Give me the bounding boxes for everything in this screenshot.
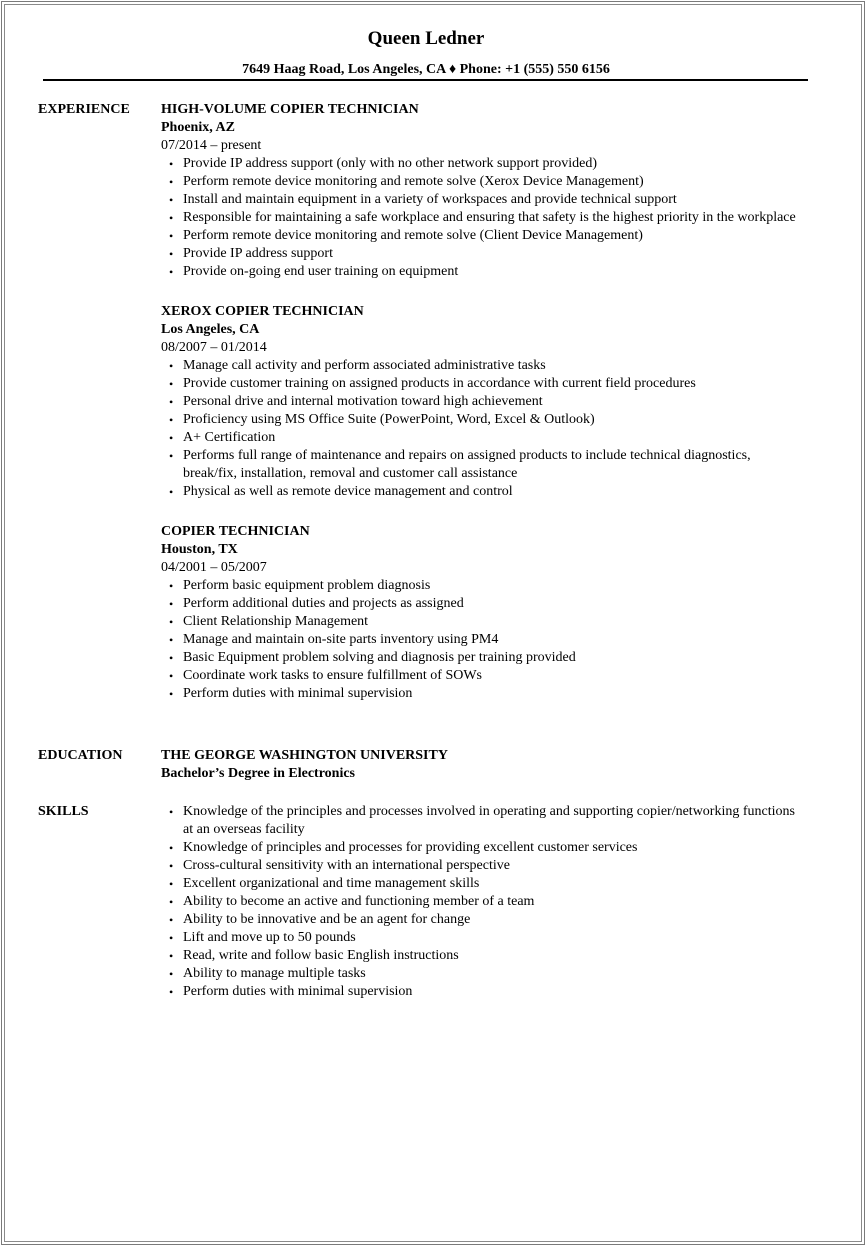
bullet-item	[161, 191, 801, 209]
bullet-item	[161, 357, 801, 375]
job-dates: 07/2014 – present	[161, 138, 262, 153]
bullet-item	[161, 173, 801, 191]
bullet-text: Personal drive and internal motivation toward high achievement	[183, 394, 543, 409]
bullet-text: Perform remote device monitoring and remote solve (Xerox Device Management)	[183, 174, 644, 189]
bullet-item	[161, 911, 801, 929]
bullet-text: Proficiency using MS Office Suite (PowerPoint, Word, Excel & Outlook)	[183, 412, 595, 427]
education-school: THE GEORGE WASHINGTON UNIVERSITY	[161, 748, 448, 763]
bullet-icon: •	[169, 615, 174, 629]
bullet-item	[161, 631, 801, 649]
bullet-text: Perform basic equipment problem diagnosis	[183, 578, 431, 593]
education-body	[161, 747, 801, 783]
bullet-icon: •	[169, 805, 174, 819]
bullet-text: Ability to manage multiple tasks	[183, 966, 366, 981]
bullet-item	[161, 447, 801, 483]
bullet-text: Provide IP address support (only with no other network support provided)	[183, 156, 597, 171]
bullet-text: Manage call activity and perform associated administrative tasks	[183, 358, 546, 373]
bullet-icon: •	[169, 877, 174, 891]
bullet-text: Knowledge of the principles and processes involved in operating and supporting copier/networking functions at an overseas facility	[183, 804, 795, 837]
bullet-item	[161, 857, 801, 875]
bullet-icon: •	[169, 157, 174, 171]
bullet-text: Install and maintain equipment in a variety of workspaces and provide technical support	[183, 192, 677, 207]
bullet-icon: •	[169, 413, 174, 427]
bullet-icon: •	[169, 949, 174, 963]
bullet-text: Lift and move up to 50 pounds	[183, 930, 356, 945]
bullet-item	[161, 263, 801, 281]
bullet-icon: •	[169, 359, 174, 373]
bullet-item	[161, 965, 801, 983]
job-location: Los Angeles, CA	[161, 322, 260, 337]
bullet-icon: •	[169, 265, 174, 279]
bullet-icon: •	[169, 633, 174, 647]
bullet-item	[161, 209, 801, 227]
bullet-text: Perform duties with minimal supervision	[183, 686, 413, 701]
job-entry	[161, 101, 801, 281]
skills-bullets	[161, 803, 801, 1001]
bullet-item	[161, 667, 801, 685]
header-divider	[43, 79, 808, 81]
job-bullets	[161, 357, 801, 501]
bullet-text: Provide IP address support	[183, 246, 333, 261]
bullet-item	[161, 893, 801, 911]
bullet-text: Ability to become an active and functioning member of a team	[183, 894, 535, 909]
contact-line: 7649 Haag Road, Los Angeles, CA ♦ Phone: +1 (555) 550 6156	[242, 62, 610, 77]
bullet-item	[161, 685, 801, 703]
job-title: COPIER TECHNICIAN	[161, 524, 310, 539]
bullet-text: Perform additional duties and projects as assigned	[183, 596, 464, 611]
job-entry	[161, 303, 801, 501]
bullet-item	[161, 803, 801, 839]
bullet-text: Responsible for maintaining a safe workplace and ensuring that safety is the highest priority in the workplace	[183, 210, 796, 225]
bullet-item	[161, 875, 801, 893]
bullet-item	[161, 155, 801, 173]
bullet-icon: •	[169, 395, 174, 409]
bullet-item	[161, 839, 801, 857]
bullet-text: Manage and maintain on-site parts inventory using PM4	[183, 632, 499, 647]
bullet-icon: •	[169, 175, 174, 189]
bullet-text: A+ Certification	[183, 430, 276, 445]
bullet-item	[161, 613, 801, 631]
bullet-icon: •	[169, 597, 174, 611]
bullet-text: Knowledge of principles and processes for providing excellent customer services	[183, 840, 638, 855]
job-location: Phoenix, AZ	[161, 120, 235, 135]
bullet-icon: •	[169, 687, 174, 701]
candidate-name: Queen Ledner	[367, 28, 485, 49]
bullet-item	[161, 393, 801, 411]
experience-body	[161, 101, 801, 725]
bullet-icon: •	[169, 579, 174, 593]
bullet-item	[161, 595, 801, 613]
job-bullets	[161, 155, 801, 281]
bullet-icon: •	[169, 859, 174, 873]
bullet-text: Coordinate work tasks to ensure fulfillment of SOWs	[183, 668, 483, 683]
bullet-icon: •	[169, 931, 174, 945]
bullet-icon: •	[169, 967, 174, 981]
bullet-icon: •	[169, 913, 174, 927]
bullet-text: Ability to be innovative and be an agent for change	[183, 912, 471, 927]
bullet-item	[161, 245, 801, 263]
job-location: Houston, TX	[161, 542, 238, 557]
bullet-icon: •	[169, 211, 174, 225]
bullet-text: Client Relationship Management	[183, 614, 369, 629]
bullet-icon: •	[169, 985, 174, 999]
skills-body	[161, 803, 801, 1001]
bullet-text: Excellent organizational and time management skills	[183, 876, 480, 891]
bullet-icon: •	[169, 449, 174, 463]
bullet-text: Basic Equipment problem solving and diagnosis per training provided	[183, 650, 576, 665]
bullet-icon: •	[169, 485, 174, 499]
bullet-icon: •	[169, 841, 174, 855]
job-dates: 08/2007 – 01/2014	[161, 340, 267, 355]
bullet-item	[161, 227, 801, 245]
skills-heading: SKILLS	[38, 804, 89, 819]
job-title: XEROX COPIER TECHNICIAN	[161, 304, 364, 319]
education-heading: EDUCATION	[38, 748, 123, 763]
bullet-text: Perform duties with minimal supervision	[183, 984, 413, 999]
bullet-icon: •	[169, 651, 174, 665]
bullet-icon: •	[169, 193, 174, 207]
bullet-item	[161, 375, 801, 393]
bullet-icon: •	[169, 895, 174, 909]
bullet-text: Physical as well as remote device management and control	[183, 484, 513, 499]
bullet-text: Read, write and follow basic English instructions	[183, 948, 459, 963]
education-degree: Bachelor’s Degree in Electronics	[161, 766, 356, 781]
bullet-item	[161, 983, 801, 1001]
bullet-item	[161, 411, 801, 429]
bullet-item	[161, 929, 801, 947]
bullet-item	[161, 947, 801, 965]
bullet-icon: •	[169, 229, 174, 243]
bullet-item	[161, 483, 801, 501]
bullet-item	[161, 429, 801, 447]
bullet-text: Perform remote device monitoring and remote solve (Client Device Management)	[183, 228, 643, 243]
job-entry	[161, 523, 801, 703]
bullet-text: Provide on-going end user training on equipment	[183, 264, 459, 279]
job-title: HIGH-VOLUME COPIER TECHNICIAN	[161, 102, 419, 117]
bullet-item	[161, 577, 801, 595]
job-bullets	[161, 577, 801, 703]
bullet-text: Performs full range of maintenance and repairs on assigned products to include technical diagnostics, break/fix, installation, removal and customer call assistance	[183, 448, 751, 481]
experience-heading: EXPERIENCE	[38, 102, 130, 117]
bullet-item	[161, 649, 801, 667]
bullet-text: Cross-cultural sensitivity with an international perspective	[183, 858, 510, 873]
bullet-icon: •	[169, 377, 174, 391]
bullet-text: Provide customer training on assigned products in accordance with current field procedures	[183, 376, 696, 391]
bullet-icon: •	[169, 431, 174, 445]
job-dates: 04/2001 – 05/2007	[161, 560, 267, 575]
bullet-icon: •	[169, 669, 174, 683]
bullet-icon: •	[169, 247, 174, 261]
